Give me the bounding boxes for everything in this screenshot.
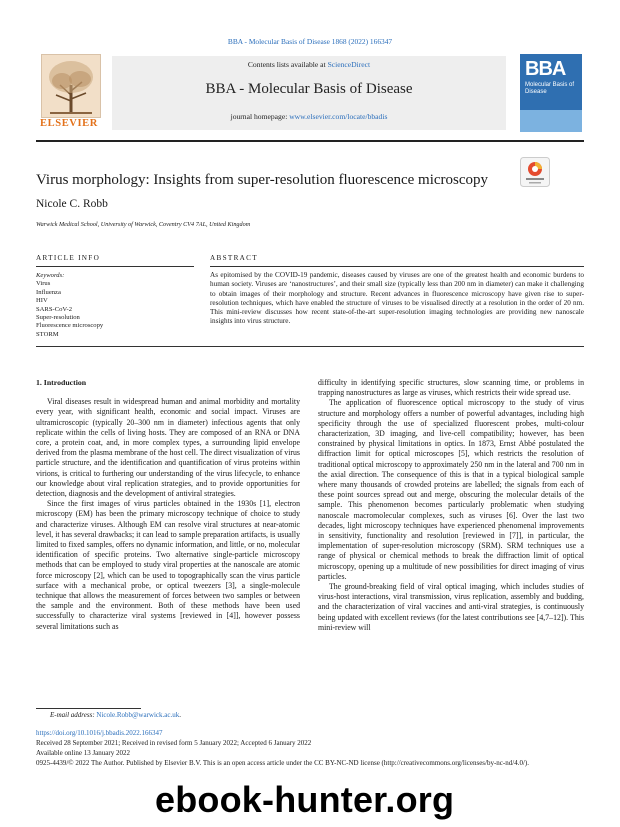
abstract-bottom-rule	[36, 346, 584, 347]
cover-stripe	[520, 110, 582, 132]
keywords-label: Keywords:	[36, 272, 65, 279]
cover-title: BBA	[525, 58, 566, 80]
article-title: Virus morphology: Insights from super-resolution fluorescence microscopy	[36, 172, 489, 188]
author-name: Nicole C. Robb	[36, 198, 108, 210]
keyword-item: HIV	[36, 297, 48, 305]
journal-cover-image[interactable]	[520, 54, 582, 132]
keyword-item: Fluorescence microscopy	[36, 322, 104, 330]
section-heading-introduction: 1. Introduction	[36, 378, 87, 387]
abstract-text: As epitomised by the COVID-19 pandemic, diseases caused by viruses are one of the greatest health and economic burdens to human society. Viruses are ‘nanostructures’, and their small size (typically less than 200 nm in diameter) can make it challenging to obtain images of their morphology and structure. Recent advances in fluorescence microscopy have given rise to super-resolution techniques, which have enabled the structure of viruses to be visualised directly at a resolution in the order of 20 nm. This mini-review discusses how recent state-of-the-art super-resolution imaging technologies are providing new nanoscale insights into virus structure.	[210, 271, 584, 326]
body-paragraph: The ground-breaking field of viral optical imaging, which includes studies of virus-host interactions, viral transmission, virus replication, assembly and budding, and the characterization of viral vaccines and anti-viral strategies, is continuously being updated with excellent reviews (for the latest contributions see [4,7–12]). This mini-review will	[318, 582, 584, 632]
article-info-rule	[36, 266, 194, 267]
abstract-rule	[210, 266, 584, 267]
homepage-link[interactable]: www.elsevier.com/locate/bbadis	[289, 112, 388, 121]
doi-link[interactable]: https://doi.org/10.1016/j.bbadis.2022.166347	[36, 729, 163, 737]
author-affiliation: Warwick Medical School, University of Warwick, Coventry CV4 7AL, United Kingdom	[36, 221, 251, 228]
online-date: Available online 13 January 2022	[36, 749, 130, 757]
body-paragraph: Since the first images of virus particles obtained in the 1930s [1], electron microscopy (EM) has been the primary microscopy technique of choice to study and characterize viruses. Although EM can resolve viral structures at near-atomic level, it has several drawbacks; it can lead to sample preparation artifacts, is usually limited to fixed samples, offers no dynamic information, and little, or no, molecular identification of specific proteins. Two alternative single-particle microscopy methods that can be employed to study viral properties at the nanoscale are atomic force microscopy [2], which can be used to topographically scan the virus particle surface with a mechanical probe, or optical tweezers [3], a single-molecule technique that allows the measurement of forces between two samples or between the sample and the environment. Both of these methods have been used successfully to characterize viral systems [reviewed in [4]], however possess several limitations such as	[36, 499, 300, 631]
elsevier-tree-icon	[41, 54, 101, 118]
header-divider	[36, 140, 584, 142]
email-label: E-mail address:	[50, 711, 95, 719]
author-email-link[interactable]: Nicole.Robb@warwick.ac.uk	[96, 711, 180, 719]
keyword-item: STORM	[36, 330, 59, 338]
elsevier-wordmark: ELSEVIER	[40, 118, 98, 129]
homepage-prefix: journal homepage:	[230, 112, 290, 121]
journal-title: BBA - Molecular Basis of Disease	[205, 81, 413, 97]
watermark: ebook-hunter.org	[155, 779, 455, 820]
journal-header-box	[112, 56, 506, 130]
body-right-column	[318, 378, 584, 633]
contents-line	[112, 60, 506, 69]
article-info-heading: ARTICLE INFO	[36, 254, 101, 262]
cover-subtitle: Molecular Basis of Disease	[525, 82, 575, 95]
received-dates: Received 28 September 2021; Received in revised form 5 January 2022; Accepted 6 January 2022	[36, 739, 312, 747]
check-for-updates-icon[interactable]	[520, 157, 550, 187]
abstract-heading: ABSTRACT	[210, 254, 258, 262]
keyword-item: Influenza	[36, 288, 61, 296]
keywords-list	[36, 272, 196, 339]
keyword-item: Virus	[36, 280, 51, 288]
author-email-line: E-mail address: Nicole.Robb@warwick.ac.uk.	[50, 711, 181, 719]
body-left-column	[36, 378, 300, 632]
elsevier-logo[interactable]	[36, 52, 102, 132]
keyword-item: Super-resolution	[36, 314, 80, 322]
masthead	[36, 52, 584, 134]
footnote-rule	[36, 708, 141, 709]
journal-reference-link[interactable]: BBA - Molecular Basis of Disease 1868 (2022) 166347	[227, 37, 393, 46]
sciencedirect-link[interactable]: ScienceDirect	[327, 60, 371, 69]
body-paragraph: difficulty in identifying specific structures, slow scanning time, or problems in trapping nanostructures as large as viruses, which restricts their wide spread use.	[318, 378, 584, 398]
body-paragraph: Viral diseases result in widespread human and animal morbidity and mortality every year, with significant health, economic and social impact. Viruses are ultramicroscopic (typically 20–300 nm in diameter) infectious agents that only replicate within the cells of living hosts. They are composed of an RNA or DNA core, a protein coat, and, in more complex types, a surrounding lipid envelope derived from the plasma membrane of the host cell. The direct visualization of virus particle structure, and the identification and quantification of virus proteins within virions, is critical to furthering our understanding of the virus lifecycle, to enhance our knowledge about viral replication strategies, and to provide opportunities for detection, diagnosis and the development of antiviral strategies.	[36, 397, 300, 499]
body-paragraph: The application of fluorescence optical microscopy to the study of virus structure and morphology offers a number of powerful advantages, including high specificity through the use of specialized fluorescent probes, multi-colour characterization, 3D imaging, and live-cell compatibility; however, has been constrained by physical limitations in optics. In 1873, Ernst Abbé postulated the diffraction limit for optical microscopes [5], which restricts the resolution of traditional optical microscopy to approximately 250 nm in the lateral and 700 nm in the axial direction. The consequence of this is that in a typical biological sample where many thousands of crowded proteins are labelled; the signals from each of these point sources spread out and merge, obscuring the molecular details of the sample. This phenomenon becomes particularly problematic when studying nanoscale macromolecular complexes, such as viruses [6]. Over the last two decades, light microscopy techniques have experienced phenomenal improvements in sensitivity, functionality and resolution [reviewed in [7]], in particular, the implementation of super-resolution microscopy (SRM). SRM techniques use a range of physical or chemical methods to break the diffraction limit of optical microscopy, opening up a multitude of new possibilities for direct imaging of virus particles.	[318, 398, 584, 581]
contents-prefix: Contents lists available at	[247, 60, 328, 69]
license-statement: 0925-4439/© 2022 The Author. Published by Elsevier B.V. This is an open access article under the CC BY-NC-ND license (http://creativecommons.org/licenses/by-nc-nd/4.0/).	[36, 759, 529, 767]
homepage-line	[112, 112, 506, 121]
keyword-item: SARS-CoV-2	[36, 305, 73, 313]
